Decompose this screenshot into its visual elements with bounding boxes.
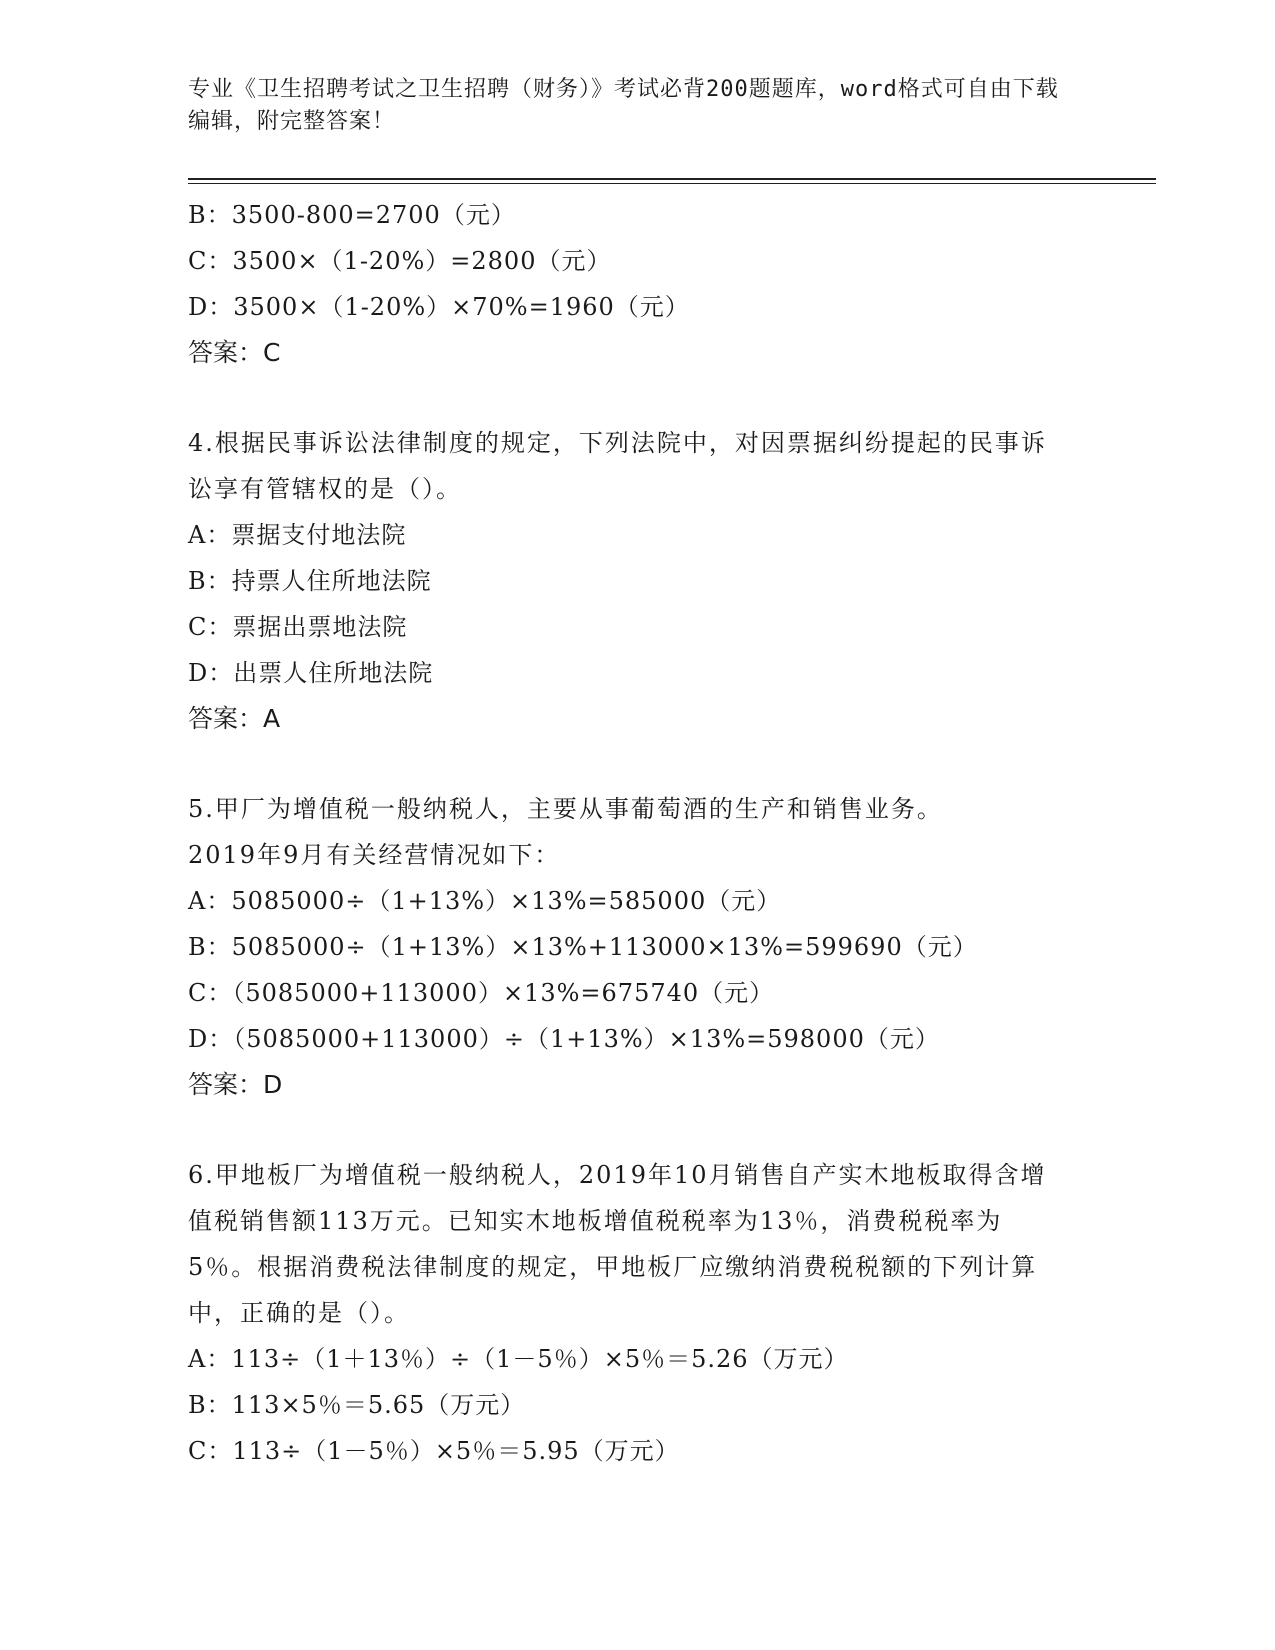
answer-line: 答案：A	[188, 704, 281, 733]
question-4-block	[188, 420, 1088, 742]
answer-line: 答案：D	[188, 1070, 283, 1099]
question-text: 6.甲地板厂为增值税一般纳税人，2019年10月销售自产实木地板取得含增值税销售额113万元。已知实木地板增值税税率为13％，消费税税率为5％。根据消费税法律制度的规定，甲地板厂应缴纳消费税税额的下列计算中，正确的是（）。	[188, 1161, 1047, 1327]
header-divider-thick	[188, 178, 1156, 180]
option-a: A：5085000÷（1+13%）×13%=585000（元）	[188, 887, 782, 915]
spacer	[188, 1108, 1088, 1152]
option-b: B：持票人住所地法院	[188, 567, 432, 595]
header-divider-thin	[188, 183, 1156, 184]
option-d: D：出票人住所地法院	[188, 659, 434, 687]
option-b: B：5085000÷（1+13%）×13%+113000×13%=599690（元）	[188, 933, 978, 961]
spacer	[188, 742, 1088, 786]
option-c: C：票据出票地法院	[188, 613, 408, 641]
option-d: D：3500×（1-20%）×70%=1960（元）	[188, 293, 690, 321]
document-header: 专业《卫生招聘考试之卫生招聘（财务）》考试必背200题题库，word格式可自由下载编辑，附完整答案！	[188, 77, 1059, 134]
answer-line: 答案：C	[188, 338, 281, 367]
option-a: A：113÷（1＋13％）÷（1－5％）×5％＝5.26（万元）	[188, 1345, 849, 1373]
option-c: C：（5085000+113000）×13%=675740（元）	[188, 979, 775, 1007]
option-b: B：3500-800=2700（元）	[188, 201, 516, 229]
option-c: C：3500×（1-20%）=2800（元）	[188, 247, 612, 275]
question-5-block	[188, 786, 1088, 1108]
option-b: B：113×5％＝5.65（万元）	[188, 1391, 526, 1419]
spacer	[188, 376, 1088, 420]
question-text: 4.根据民事诉讼法律制度的规定，下列法院中，对因票据纠纷提起的民事诉讼享有管辖权的是（）。	[188, 429, 1047, 503]
question-text: 5.甲厂为增值税一般纳税人，主要从事葡萄酒的生产和销售业务。2019年9月有关经营情况如下：	[188, 795, 943, 869]
question-6-block	[188, 1152, 1088, 1474]
document-body	[188, 192, 1088, 1474]
option-c: C：113÷（1－5％）×5％＝5.95（万元）	[188, 1437, 680, 1465]
option-d: D：（5085000+113000）÷（1+13%）×13%=598000（元）	[188, 1025, 940, 1053]
option-a: A：票据支付地法院	[188, 521, 407, 549]
question-3-block	[188, 192, 1088, 376]
